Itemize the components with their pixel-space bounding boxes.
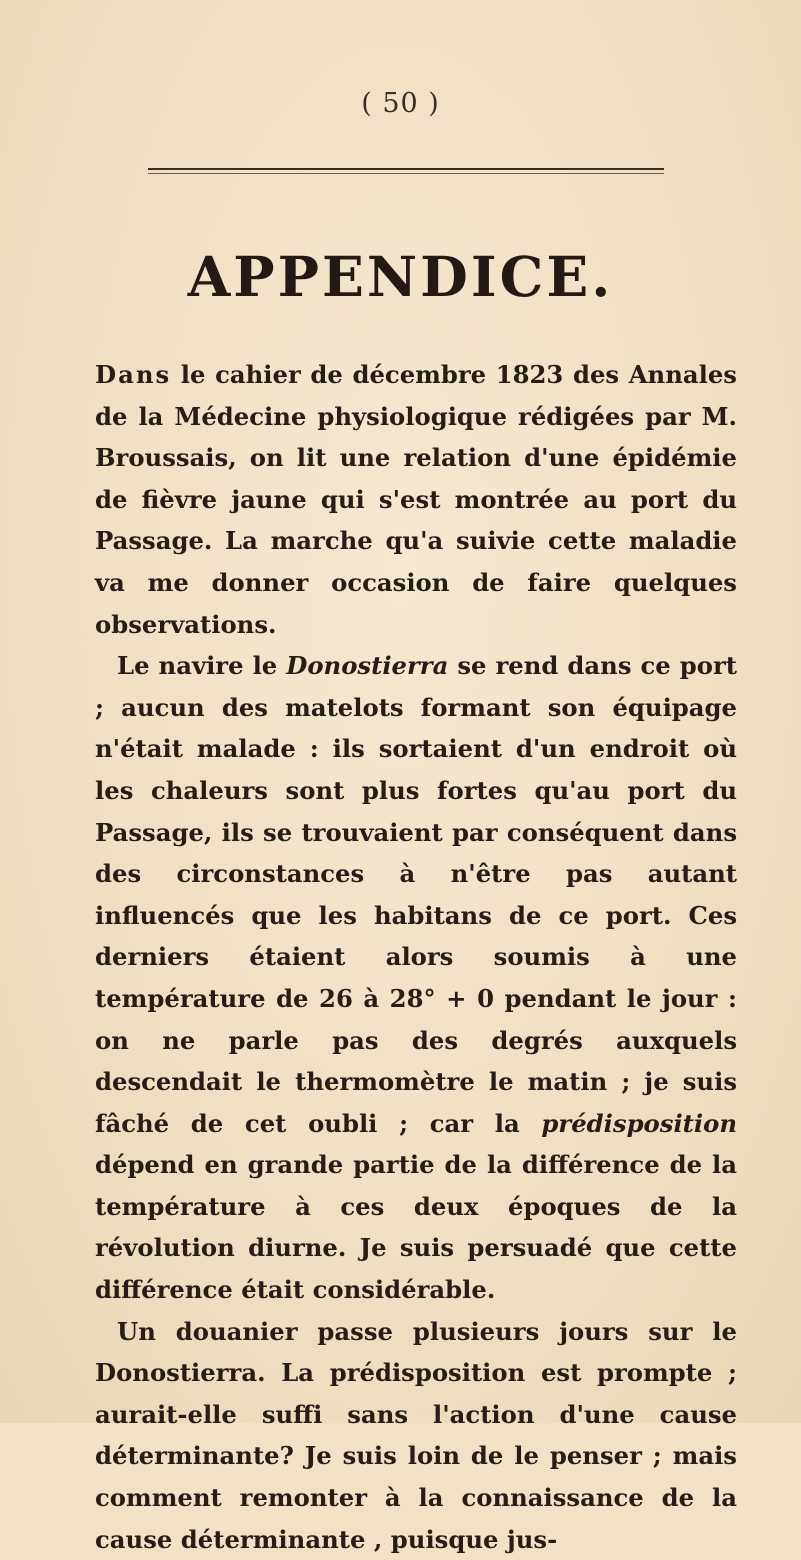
paragraph-3-text: Un douanier passe plusieurs jours sur le Donostierra. La prédisposition est prompte ; aurait-elle suffi sans l'action d'une cause déterminante? Je suis loin de le penser ; mais comment remonter à la connaissance de la cause déterminante , puisque jus-: [95, 1316, 737, 1554]
header-rule: [148, 168, 664, 170]
paragraph-3: [95, 1311, 737, 1560]
page-number: ( 50 ): [361, 88, 440, 119]
paragraph-2: [95, 645, 737, 1311]
italic-term: prédisposition: [541, 1108, 737, 1138]
body-text: [95, 354, 737, 1560]
paragraph-2-text-b: se rend dans ce port ; aucun des matelots formant son équipage n'était malade : ils sortaient d'un endroit où les chaleurs sont plus fortes qu'au port du Passage, ils se trouvaient par conséquent dans des circonstances à n'être pas autant influencés que les habitans de ce port. Ces derniers étaient alors soumis à une température de 26 à 28° + 0 pendant le jour : on ne parle pas des degrés auxquels descendait le thermomètre le matin ; je suis fâché de cet oubli ; car la: [95, 651, 737, 1138]
ship-name: Donostierra: [286, 651, 449, 681]
paragraph-2-text-a: Le navire le: [117, 651, 287, 681]
paragraph-2-text-c: dépend en grande partie de la différence de la température à ces deux époques de la révolution diurne. Je suis persuadé que cette différence était considérable.: [95, 1150, 737, 1305]
paragraph-1-text: le cahier de décembre 1823 des Annales de la Médecine physiologique rédigées par M. Broussais, on lit une relation d'une épidémie de fièvre jaune qui s'est montrée au port du Passage. La marche qu'a suivie cette maladie va me donner occasion de faire quelques observations.: [95, 360, 737, 639]
chapter-heading: APPENDICE.: [187, 244, 614, 309]
drop-word: Dans: [95, 360, 172, 389]
paragraph-1: [95, 354, 737, 645]
